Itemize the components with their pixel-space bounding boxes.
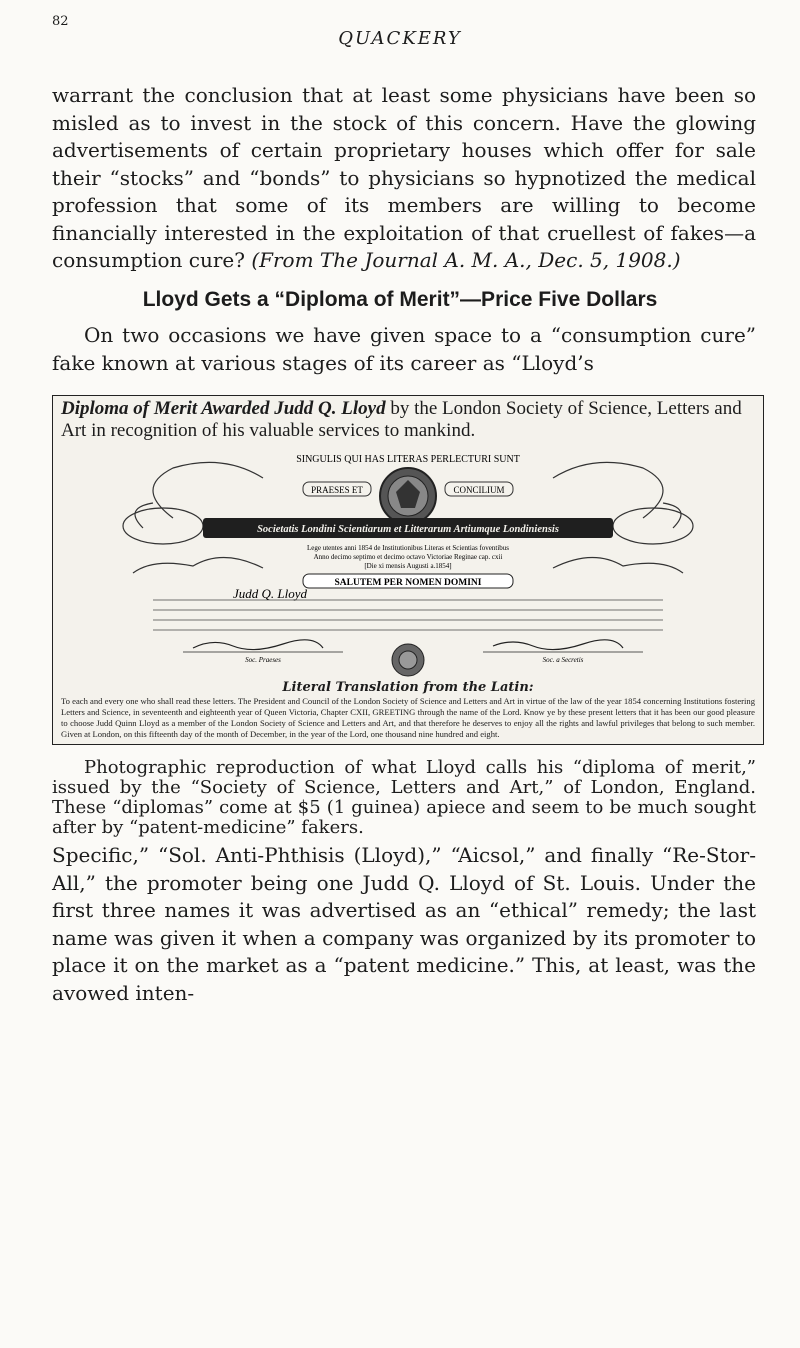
seal [380,468,436,524]
seal-motto: SINGULIS QUI HAS LITERAS PERLECTURI SUNT [296,454,520,465]
founding-line-3: [Die xi mensis Augusti a.1854] [364,562,452,570]
citation: (From The Journal A. M. A., Dec. 5, 1908.) [251,248,681,272]
caption-paragraph: Photographic reproduction of what Lloyd calls his “diploma of merit,” issued by the “Society of Science, Letters and Art,” of London, England. These “diplomas” come at $5 (1 guinea) apiece and seem to be much sought after by “patent-medicine” fakers. [52,757,756,838]
page-number: 82 [52,14,69,29]
seal-left-banner: PRAESES ET [311,485,363,495]
salutem-banner: SALUTEM PER NOMEN DOMINI [334,578,482,588]
signature-right [493,640,623,650]
founding-line-1: Lege utentes anni 1854 de Institutionibus Literas et Scientias foventibus [307,544,509,552]
diploma-title [61,398,755,442]
signature-right-label: Soc. a Secretis [542,656,584,664]
society-banner: Societatis Londini Scientiarum et Litterarum Artiumque Londiniensis [257,524,559,535]
signature-left [193,640,323,650]
translation-title: Literal Translation from the Latin: [282,680,534,695]
section-heading: Lloyd Gets a “Diploma of Merit”—Price Five Dollars [142,288,658,311]
recipient-name-script: Judd Q. Lloyd [233,586,308,601]
paragraph-lead: On two occasions we have given space to a “consumption cure” fake known at various stages of its career as “Lloyd’s [52,323,756,375]
seal-right-banner: CONCILIUM [453,485,505,495]
translation-text: To each and every one who shall read these letters. The President and Council of the London Society of Science and Letters and Art in virtue of the law of the year 1854 concerning Institutions fostering Letters and Science, in seventeenth and eighteenth year of Queen Victoria, Chapter CXII, GREETING through the name of the Lord. Know ye by these present letters that it has been our good pleasure to choose Judd Quinn Lloyd as a member of the London Society of Science and Letters and Art, and that therefore he deserves to enjoy all the rights and lawful privileges that belong to such member. Given at London, on this fifteenth day of the month of December, in the year of the Lord, one thousand nine hundred and eight. [61,696,755,739]
founding-line-2: Anno decimo septimo et decimo octavo Victoriae Reginae cap. cxii [313,553,503,561]
paragraph-intro [52,82,756,275]
diploma-title-rest: by the London Society of Science, Letters and Art in recognition of his valuable services to mankind. [61,398,742,441]
paragraph-continued: Specific,” “Sol. Anti-Phthisis (Lloyd),” “Aicsol,” and finally “Re-Stor-All,” the promoter being one Judd Q. Lloyd of St. Louis. Under the first three names it was advertised as an “ethical” remedy; the last name was given it when a company was organized by its promoter to place it on the market as a “patent medicine.” This, at least, was the avowed inten- [52,843,756,1005]
running-head: QUACKERY [338,28,462,49]
diploma-image [52,395,764,745]
certificate-engraving [113,448,703,678]
signature-left-label: Soc. Praeses [245,656,281,664]
paragraph-intro-text: warrant the conclusion that at least some physicians have been so misled as to invest in the stock of this concern. Have the glowing advertisements of certain proprietary houses which offer for sale their “stocks” and “bonds” to physicians so hypnotized the medical profession that some of its members are willing to become financially interested in the exploitation of that cruellest of fakes—a consumption cure? [52,83,756,272]
diploma-title-blackletter: Diploma of Merit Awarded Judd Q. Lloyd [61,398,386,419]
